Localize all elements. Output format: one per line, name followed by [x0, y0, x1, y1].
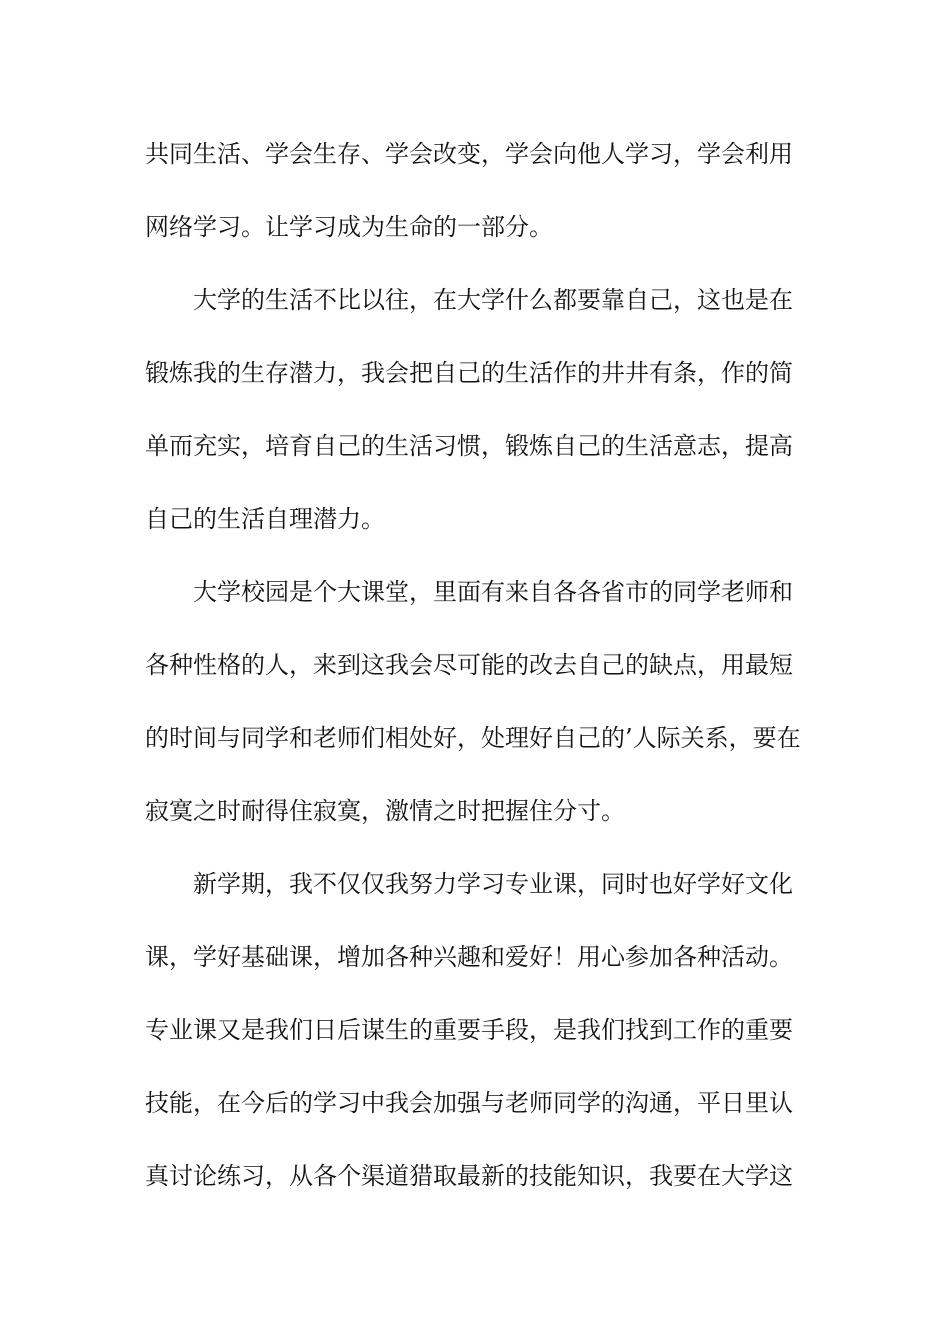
text-line-9: 的时间与同学和老师们相处好，处理好自己的’人际关系，要在: [145, 724, 801, 752]
text-line-2: 网络学习。让学习成为生命的一部分。: [145, 213, 553, 241]
text-line-7: 大学校园是个大课堂，里面有来自各各省市的同学老师和: [193, 578, 793, 606]
text-line-8: 各种性格的人，来到这我会尽可能的改去自己的缺点，用最短: [145, 651, 793, 679]
text-line-14: 技能，在今后的学习中我会加强与老师同学的沟通，平日里认: [145, 1089, 793, 1117]
text-line-4: 锻炼我的生存潜力，我会把自己的生活作的井井有条，作的简: [145, 359, 793, 387]
text-line-13: 专业课又是我们日后谋生的重要手段，是我们找到工作的重要: [145, 1016, 793, 1044]
text-line-3: 大学的生活不比以往，在大学什么都要靠自己，这也是在: [193, 286, 793, 314]
text-line-11: 新学期，我不仅仅我努力学习专业课，同时也好学好文化: [193, 870, 793, 898]
text-line-6: 自己的生活自理潜力。: [145, 505, 385, 533]
text-line-10: 寂寞之时耐得住寂寞，激情之时把握住分寸。: [145, 797, 625, 825]
text-line-12: 课，学好基础课，增加各种兴趣和爱好！用心参加各种活动。: [145, 943, 793, 971]
document-body: [145, 130, 810, 1225]
text-line-15: 真讨论练习，从各个渠道猎取最新的技能知识，我要在大学这: [145, 1162, 793, 1190]
text-line-5: 单而充实，培育自己的生活习惯，锻炼自己的生活意志，提高: [145, 432, 793, 460]
text-line-1: 共同生活、学会生存、学会改变，学会向他人学习，学会利用: [145, 140, 793, 168]
